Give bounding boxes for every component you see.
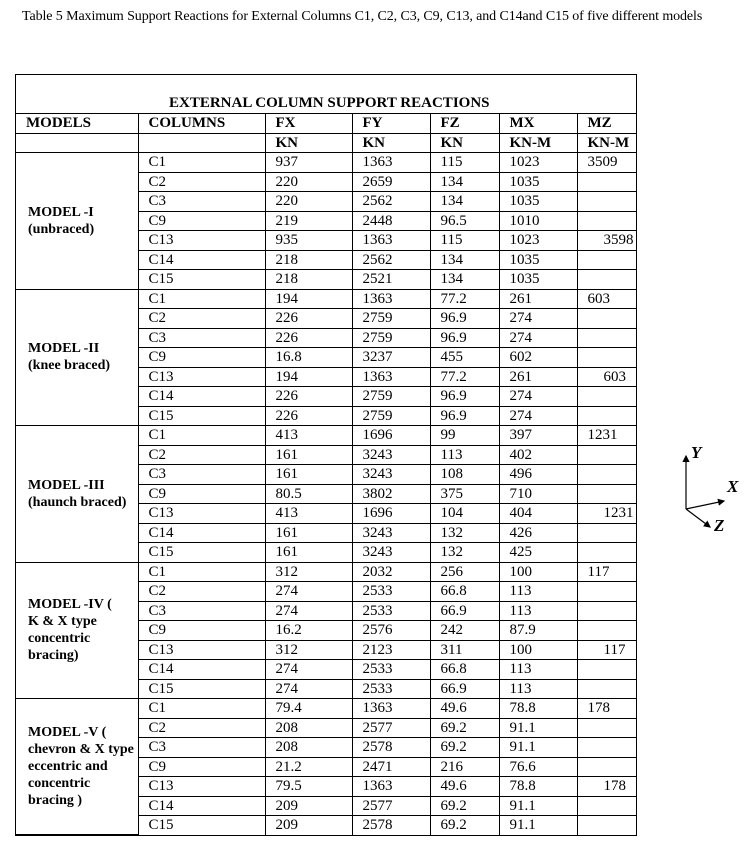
cell-fy: 3802 <box>352 484 430 504</box>
cell-fy: 2123 <box>352 640 430 660</box>
cell-fz: 108 <box>430 465 499 485</box>
cell-col: C9 <box>138 484 265 504</box>
cell-col: C13 <box>138 777 265 797</box>
cell-mx: 274 <box>499 406 577 426</box>
cell-mx: 91.1 <box>499 738 577 758</box>
cell-mz: 3509 <box>577 153 636 173</box>
cell-fz: 96.9 <box>430 387 499 407</box>
axis-z-label: Z <box>714 516 725 535</box>
cell-col: C3 <box>138 328 265 348</box>
cell-mx: 1035 <box>499 270 577 290</box>
cell-fz: 113 <box>430 445 499 465</box>
cell-col: C1 <box>138 562 265 582</box>
cell-fy: 1363 <box>352 699 430 719</box>
cell-fz: 134 <box>430 250 499 270</box>
cell-mz <box>577 387 636 407</box>
cell-mz <box>577 328 636 348</box>
axes-arrows-icon <box>670 440 755 540</box>
cell-col: C3 <box>138 601 265 621</box>
cell-fy: 2759 <box>352 328 430 348</box>
header-row <box>16 114 636 133</box>
cell-fy: 3237 <box>352 348 430 368</box>
cell-fy: 1363 <box>352 289 430 309</box>
cell-mz <box>577 484 636 504</box>
table-row <box>16 289 636 309</box>
cell-col: C13 <box>138 231 265 251</box>
cell-fx: 161 <box>265 445 352 465</box>
cell-fz: 256 <box>430 562 499 582</box>
model-description: (haunch braced) <box>28 494 127 510</box>
cell-mx: 496 <box>499 465 577 485</box>
cell-fz: 216 <box>430 757 499 777</box>
cell-fz: 132 <box>430 543 499 563</box>
support-reactions-table <box>15 74 637 836</box>
cell-fy: 1696 <box>352 426 430 446</box>
cell-mx: 1035 <box>499 192 577 212</box>
cell-col: C1 <box>138 153 265 173</box>
cell-fy: 2521 <box>352 270 430 290</box>
cell-mx: 100 <box>499 640 577 660</box>
cell-mz <box>577 543 636 563</box>
model-description: (unbraced) <box>28 221 95 237</box>
header-columns: COLUMNS <box>138 114 265 133</box>
cell-mx: 710 <box>499 484 577 504</box>
cell-mx: 1023 <box>499 153 577 173</box>
cell-mx: 113 <box>499 660 577 680</box>
cell-fy: 1363 <box>352 153 430 173</box>
cell-fx: 226 <box>265 309 352 329</box>
model-label-cell <box>16 153 138 290</box>
cell-fy: 2471 <box>352 757 430 777</box>
cell-mx: 113 <box>499 582 577 602</box>
unit-mx: KN-M <box>499 133 577 153</box>
cell-mz <box>577 309 636 329</box>
cell-fy: 2032 <box>352 562 430 582</box>
cell-fx: 79.4 <box>265 699 352 719</box>
cell-col: C15 <box>138 270 265 290</box>
cell-mx: 602 <box>499 348 577 368</box>
cell-fy: 2577 <box>352 796 430 816</box>
axis-x-label: X <box>727 477 739 496</box>
cell-fz: 69.2 <box>430 738 499 758</box>
cell-col: C3 <box>138 465 265 485</box>
cell-mz: 3598 <box>577 231 636 251</box>
cell-fy: 1696 <box>352 504 430 524</box>
cell-mz <box>577 816 636 835</box>
model-label-cell <box>16 289 138 426</box>
cell-mx: 91.1 <box>499 796 577 816</box>
cell-fx: 226 <box>265 387 352 407</box>
cell-fz: 134 <box>430 192 499 212</box>
cell-fz: 96.9 <box>430 328 499 348</box>
cell-fz: 96.9 <box>430 309 499 329</box>
header-mz: MZ <box>577 114 636 133</box>
unit-columns <box>138 133 265 153</box>
cell-col: C2 <box>138 582 265 602</box>
cell-fy: 2562 <box>352 250 430 270</box>
cell-mz <box>577 718 636 738</box>
cell-mz <box>577 250 636 270</box>
cell-fy: 2448 <box>352 211 430 231</box>
cell-fz: 96.5 <box>430 211 499 231</box>
cell-mx: 113 <box>499 679 577 699</box>
cell-fy: 1363 <box>352 367 430 387</box>
cell-fz: 96.9 <box>430 406 499 426</box>
cell-mx: 426 <box>499 523 577 543</box>
cell-fz: 49.6 <box>430 699 499 719</box>
cell-fx: 218 <box>265 250 352 270</box>
model-description: (knee braced) <box>28 358 111 374</box>
cell-mz <box>577 465 636 485</box>
cell-fz: 66.8 <box>430 582 499 602</box>
cell-fz: 104 <box>430 504 499 524</box>
cell-fy: 3243 <box>352 445 430 465</box>
cell-col: C14 <box>138 523 265 543</box>
cell-fy: 2578 <box>352 816 430 835</box>
cell-mx: 261 <box>499 289 577 309</box>
cell-col: C2 <box>138 718 265 738</box>
cell-mz: 1231 <box>577 426 636 446</box>
cell-fz: 455 <box>430 348 499 368</box>
cell-fx: 274 <box>265 582 352 602</box>
cell-mz: 603 <box>577 367 636 387</box>
cell-col: C15 <box>138 679 265 699</box>
cell-mx: 91.1 <box>499 718 577 738</box>
cell-col: C9 <box>138 211 265 231</box>
cell-fx: 208 <box>265 718 352 738</box>
cell-fx: 194 <box>265 289 352 309</box>
cell-mx: 397 <box>499 426 577 446</box>
cell-fz: 49.6 <box>430 777 499 797</box>
cell-mz <box>577 445 636 465</box>
cell-fz: 66.8 <box>430 660 499 680</box>
cell-fx: 194 <box>265 367 352 387</box>
cell-fz: 311 <box>430 640 499 660</box>
cell-mx: 274 <box>499 328 577 348</box>
cell-mz <box>577 348 636 368</box>
cell-mz <box>577 211 636 231</box>
cell-col: C9 <box>138 348 265 368</box>
cell-col: C15 <box>138 406 265 426</box>
cell-fx: 79.5 <box>265 777 352 797</box>
table-row <box>16 562 636 582</box>
cell-mx: 87.9 <box>499 621 577 641</box>
cell-fz: 69.2 <box>430 718 499 738</box>
cell-mx: 1010 <box>499 211 577 231</box>
cell-mz <box>577 757 636 777</box>
cell-fy: 2759 <box>352 406 430 426</box>
cell-fz: 242 <box>430 621 499 641</box>
cell-fx: 937 <box>265 153 352 173</box>
reactions-grid <box>16 114 636 835</box>
cell-mx: 1035 <box>499 172 577 192</box>
cell-col: C15 <box>138 816 265 835</box>
cell-fz: 69.2 <box>430 816 499 835</box>
model-name: MODEL -III <box>28 477 105 493</box>
cell-fx: 80.5 <box>265 484 352 504</box>
table-caption: Table 5 Maximum Support Reactions for External Columns C1, C2, C3, C9, C13, and C14and C15 of five different models <box>22 9 703 24</box>
cell-col: C14 <box>138 250 265 270</box>
cell-fx: 312 <box>265 640 352 660</box>
cell-col: C13 <box>138 367 265 387</box>
table-body <box>16 153 636 835</box>
cell-mz: 117 <box>577 640 636 660</box>
model-label-cell <box>16 699 138 835</box>
cell-col: C13 <box>138 640 265 660</box>
cell-mx: 78.8 <box>499 699 577 719</box>
cell-mx: 404 <box>499 504 577 524</box>
coordinate-axes-diagram <box>670 440 755 540</box>
model-label-cell <box>16 562 138 699</box>
model-description: K & X type concentric bracing) <box>28 614 97 664</box>
cell-mx: 274 <box>499 309 577 329</box>
model-label-cell <box>16 426 138 563</box>
cell-mx: 76.6 <box>499 757 577 777</box>
header-fz: FZ <box>430 114 499 133</box>
cell-fy: 3243 <box>352 543 430 563</box>
cell-col: C9 <box>138 757 265 777</box>
cell-fz: 115 <box>430 231 499 251</box>
cell-fy: 2533 <box>352 660 430 680</box>
cell-mx: 1035 <box>499 250 577 270</box>
cell-fz: 134 <box>430 172 499 192</box>
table-row <box>16 153 636 173</box>
cell-fz: 66.9 <box>430 679 499 699</box>
cell-mz <box>577 172 636 192</box>
cell-fy: 2577 <box>352 718 430 738</box>
cell-fy: 2533 <box>352 601 430 621</box>
header-models: MODELS <box>16 114 138 133</box>
cell-mz <box>577 621 636 641</box>
cell-fz: 77.2 <box>430 289 499 309</box>
cell-fz: 115 <box>430 153 499 173</box>
cell-fy: 2659 <box>352 172 430 192</box>
cell-mz <box>577 523 636 543</box>
cell-fy: 3243 <box>352 523 430 543</box>
cell-fx: 226 <box>265 406 352 426</box>
table-title: EXTERNAL COLUMN SUPPORT REACTIONS <box>169 95 490 111</box>
unit-mz: KN-M <box>577 133 636 153</box>
cell-fy: 2533 <box>352 582 430 602</box>
cell-fx: 208 <box>265 738 352 758</box>
cell-mx: 274 <box>499 387 577 407</box>
cell-fx: 16.2 <box>265 621 352 641</box>
cell-fx: 161 <box>265 523 352 543</box>
cell-mz <box>577 582 636 602</box>
cell-col: C15 <box>138 543 265 563</box>
cell-fz: 69.2 <box>430 796 499 816</box>
cell-col: C14 <box>138 660 265 680</box>
cell-mz: 178 <box>577 777 636 797</box>
cell-fx: 209 <box>265 816 352 835</box>
cell-fx: 219 <box>265 211 352 231</box>
cell-fx: 274 <box>265 660 352 680</box>
cell-col: C3 <box>138 738 265 758</box>
cell-mx: 261 <box>499 367 577 387</box>
cell-fx: 274 <box>265 679 352 699</box>
cell-col: C2 <box>138 172 265 192</box>
cell-fx: 220 <box>265 192 352 212</box>
table-title-band <box>16 75 636 114</box>
cell-mx: 402 <box>499 445 577 465</box>
table-row <box>16 699 636 719</box>
cell-fy: 3243 <box>352 465 430 485</box>
cell-fx: 220 <box>265 172 352 192</box>
unit-models <box>16 133 138 153</box>
cell-mz: 1231 <box>577 504 636 524</box>
cell-fx: 274 <box>265 601 352 621</box>
cell-mz <box>577 679 636 699</box>
table-row <box>16 426 636 446</box>
cell-fz: 99 <box>430 426 499 446</box>
axis-y-label: Y <box>691 443 702 462</box>
cell-mz <box>577 192 636 212</box>
cell-mz: 603 <box>577 289 636 309</box>
cell-fx: 209 <box>265 796 352 816</box>
cell-fx: 21.2 <box>265 757 352 777</box>
cell-fx: 935 <box>265 231 352 251</box>
units-row <box>16 133 636 153</box>
cell-fy: 2759 <box>352 309 430 329</box>
cell-fx: 312 <box>265 562 352 582</box>
cell-fz: 132 <box>430 523 499 543</box>
cell-mx: 78.8 <box>499 777 577 797</box>
cell-col: C13 <box>138 504 265 524</box>
cell-fy: 2578 <box>352 738 430 758</box>
model-name: MODEL -IV ( <box>28 597 112 613</box>
cell-mz <box>577 601 636 621</box>
cell-mx: 100 <box>499 562 577 582</box>
cell-mz: 117 <box>577 562 636 582</box>
unit-fx: KN <box>265 133 352 153</box>
cell-mx: 1023 <box>499 231 577 251</box>
cell-fy: 2562 <box>352 192 430 212</box>
model-name: MODEL -V ( <box>28 725 107 740</box>
cell-fx: 161 <box>265 543 352 563</box>
cell-col: C9 <box>138 621 265 641</box>
model-name: MODEL -II <box>28 341 100 357</box>
cell-fz: 375 <box>430 484 499 504</box>
cell-fy: 1363 <box>352 231 430 251</box>
cell-fy: 2759 <box>352 387 430 407</box>
cell-mz <box>577 406 636 426</box>
cell-mz <box>577 796 636 816</box>
header-mx: MX <box>499 114 577 133</box>
cell-fx: 413 <box>265 504 352 524</box>
model-description: chevron & X type eccentric and concentric bracing ) <box>28 742 134 808</box>
header-fx: FX <box>265 114 352 133</box>
cell-mx: 425 <box>499 543 577 563</box>
cell-col: C2 <box>138 445 265 465</box>
cell-fy: 2576 <box>352 621 430 641</box>
cell-fy: 1363 <box>352 777 430 797</box>
cell-fx: 413 <box>265 426 352 446</box>
cell-mz: 178 <box>577 699 636 719</box>
cell-col: C14 <box>138 796 265 816</box>
unit-fz: KN <box>430 133 499 153</box>
cell-fx: 226 <box>265 328 352 348</box>
cell-fx: 161 <box>265 465 352 485</box>
cell-mz <box>577 738 636 758</box>
header-fy: FY <box>352 114 430 133</box>
cell-col: C1 <box>138 699 265 719</box>
cell-fz: 77.2 <box>430 367 499 387</box>
cell-mx: 113 <box>499 601 577 621</box>
cell-col: C1 <box>138 289 265 309</box>
cell-fz: 134 <box>430 270 499 290</box>
cell-fz: 66.9 <box>430 601 499 621</box>
cell-fy: 2533 <box>352 679 430 699</box>
cell-fx: 16.8 <box>265 348 352 368</box>
cell-col: C1 <box>138 426 265 446</box>
cell-fx: 218 <box>265 270 352 290</box>
cell-col: C3 <box>138 192 265 212</box>
cell-mz <box>577 660 636 680</box>
cell-col: C2 <box>138 309 265 329</box>
cell-col: C14 <box>138 387 265 407</box>
cell-mz <box>577 270 636 290</box>
model-name: MODEL -I <box>28 204 94 220</box>
cell-mx: 91.1 <box>499 816 577 835</box>
unit-fy: KN <box>352 133 430 153</box>
